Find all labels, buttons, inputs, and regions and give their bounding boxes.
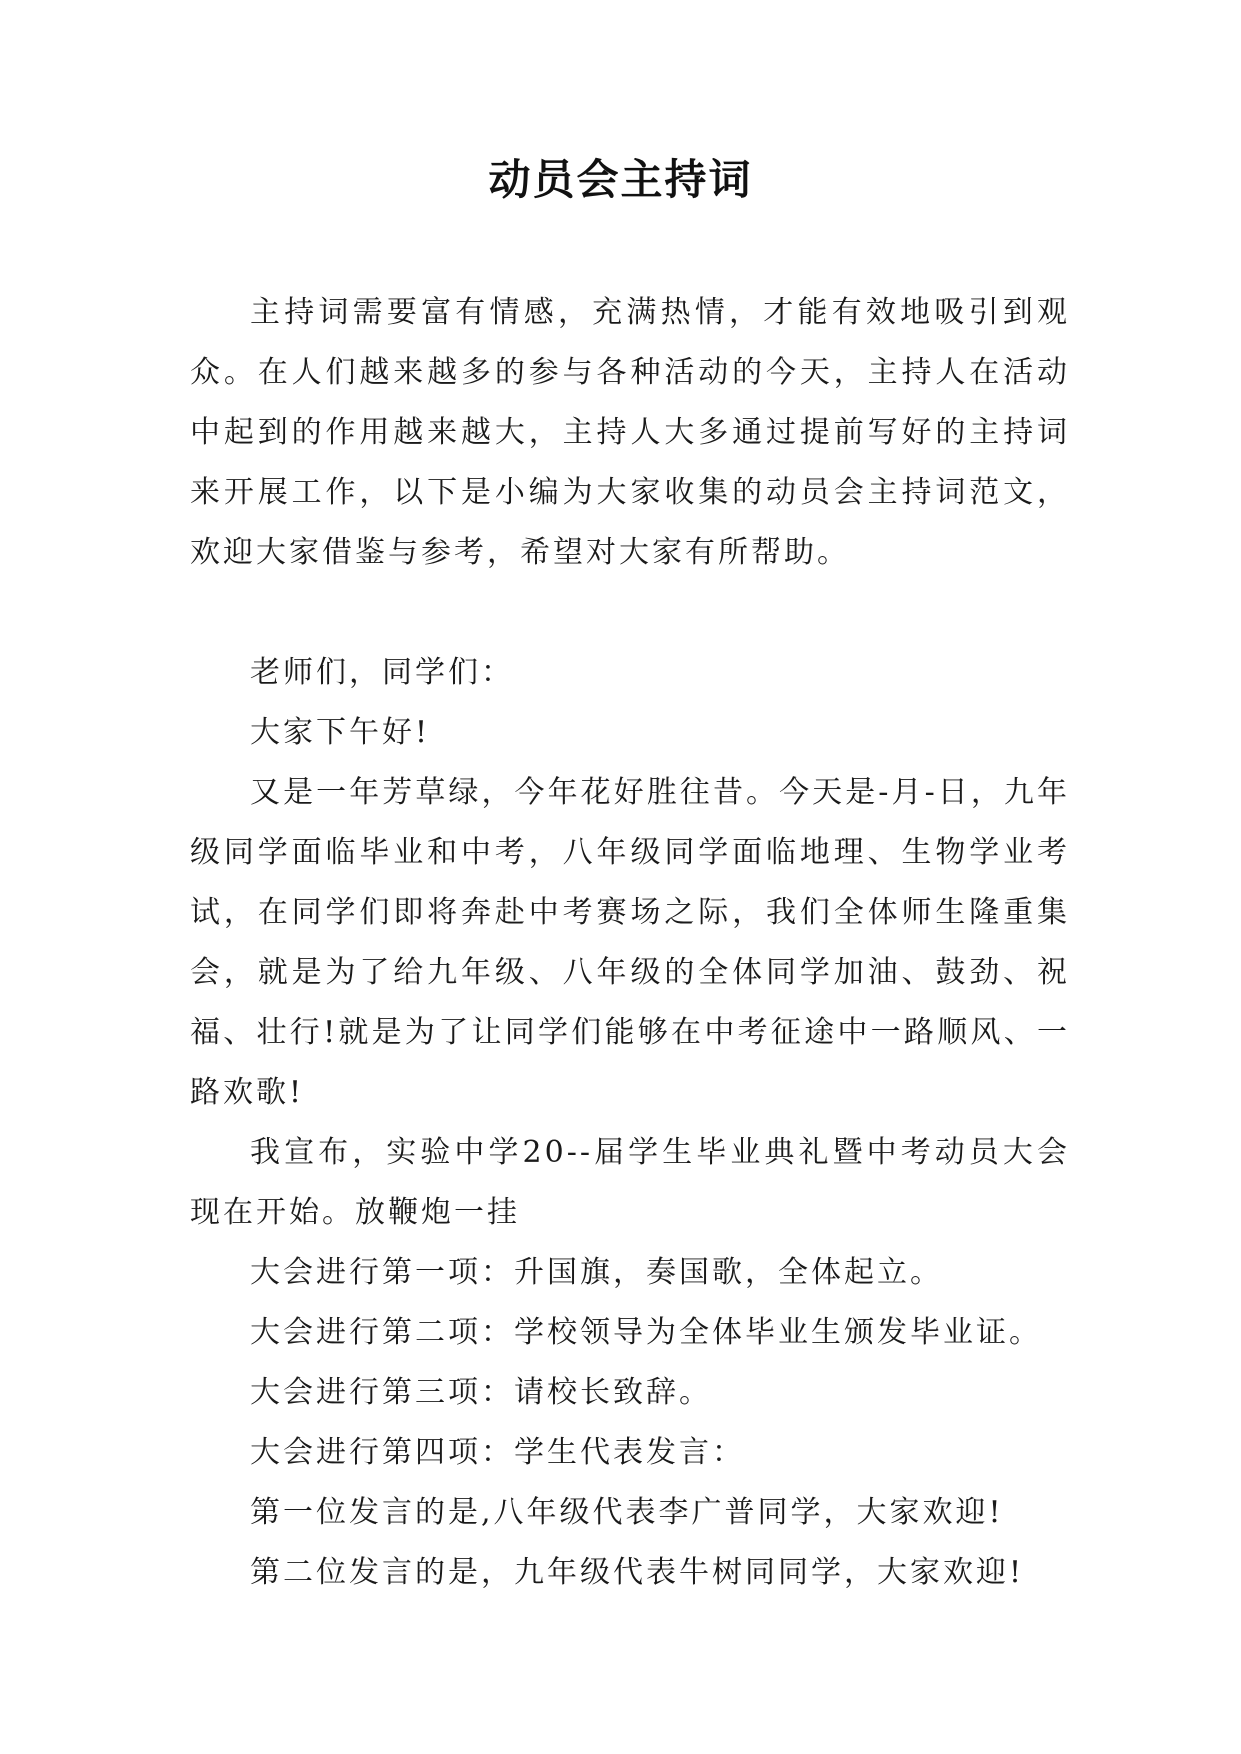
greeting-audience: 老师们，同学们： xyxy=(250,655,514,690)
document-body xyxy=(190,283,1070,1603)
opening-paragraph: 又是一年芳草绿，今年花好胜往昔。今天是-月-日，九年级同学面临毕业和中考，八年级同学面临地理、生物学业考试，在同学们即将奔赴中考赛场之际，我们全体师生隆重集会，就是为了给九年级、八年级的全体同学加油、鼓劲、祝福、壮行!就是为了让同学们能够在中考征途中一路顺风、一路欢歌! xyxy=(190,775,1070,1110)
speaker-1: 第一位发言的是,八年级代表李广普同学，大家欢迎! xyxy=(250,1495,1004,1530)
greeting-afternoon: 大家下午好! xyxy=(250,715,431,750)
intro-paragraph: 主持词需要富有情感，充满热情，才能有效地吸引到观众。在人们越来越多的参与各种活动的今天，主持人在活动中起到的作用越来越大，主持人大多通过提前写好的主持词来开展工作，以下是小编为大家收集的动员会主持词范文，欢迎大家借鉴与参考，希望对大家有所帮助。 xyxy=(190,295,1070,570)
document-title: 动员会主持词 xyxy=(488,155,753,204)
agenda-item-3: 大会进行第三项：请校长致辞。 xyxy=(250,1375,712,1410)
agenda-item-4: 大会进行第四项：学生代表发言： xyxy=(250,1435,745,1470)
agenda-item-2: 大会进行第二项：学校领导为全体毕业生颁发毕业证。 xyxy=(250,1315,1042,1350)
speaker-2: 第二位发言的是，九年级代表牛树同同学，大家欢迎! xyxy=(250,1555,1025,1590)
agenda-item-1: 大会进行第一项：升国旗，奏国歌，全体起立。 xyxy=(250,1255,943,1290)
announcement-paragraph: 我宣布，实验中学20--届学生毕业典礼暨中考动员大会现在开始。放鞭炮一挂 xyxy=(190,1135,1070,1230)
